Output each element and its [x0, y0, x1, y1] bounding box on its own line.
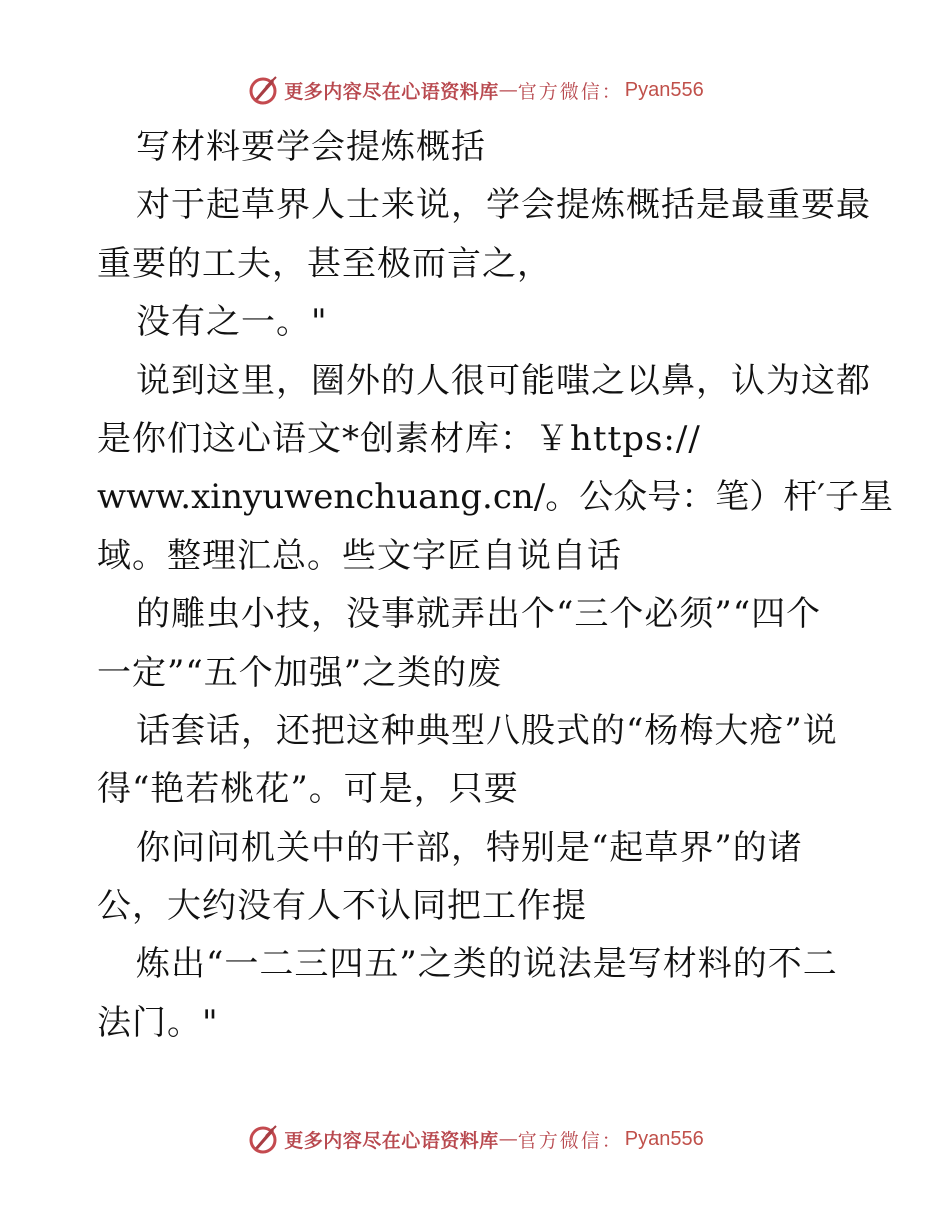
- text-line: 说到这里，圈外的人很可能嗤之以鼻，认为这都: [136, 360, 871, 401]
- text-line: 得“艳若桃花”。可是，只要: [97, 769, 519, 810]
- text-line: 对于起草界人士来说，学会提炼概括是最重要最: [136, 185, 871, 226]
- footer-wechat-label: 官方微信：: [517, 1129, 623, 1152]
- text-line: 重要的工夫，甚至极而言之，: [97, 243, 552, 284]
- quill-logo-icon: [246, 1122, 280, 1156]
- header-separator: —: [498, 79, 518, 101]
- header-wechat-id: Pyan556: [624, 78, 704, 101]
- text-line: 的雕虫小技，没事就弄出个“三个必须”“四个: [136, 594, 822, 635]
- footer-wechat-id: Pyan556: [624, 1127, 704, 1150]
- text-line: 法门。": [97, 1002, 219, 1043]
- document-body: [97, 118, 893, 1052]
- text-line: 公，大约没有人不认同把工作提: [97, 886, 587, 927]
- text-line: 域。整理汇总。些文字匠自说自话: [97, 535, 622, 576]
- text-line: 你问问机关中的干部，特别是“起草界”的诸: [136, 827, 803, 868]
- text-line: www.xinyuwenchuang.cn/。公众号：笔）杆′子星: [97, 477, 893, 518]
- quill-logo-icon: [246, 73, 280, 107]
- text-line: 一定”“五个加强”之类的废: [97, 652, 503, 693]
- footer-separator: —: [498, 1128, 518, 1150]
- footer-banner: [0, 1119, 950, 1159]
- text-line: 话套话，还把这种典型八股式的“杨梅大疮”说: [136, 710, 838, 751]
- text-line: 没有之一。": [136, 302, 328, 343]
- text-line: 炼出“一二三四五”之类的说法是写材料的不二: [136, 944, 838, 985]
- footer-site-name: 更多内容尽在心语资料库: [284, 1129, 499, 1152]
- header-banner: [0, 70, 950, 110]
- text-line: 是你们这心语文*创素材库：￥https://: [97, 418, 701, 459]
- header-site-name: 更多内容尽在心语资料库: [284, 80, 499, 103]
- document-title: 写材料要学会提炼概括: [136, 127, 486, 167]
- header-wechat-label: 官方微信：: [517, 80, 623, 103]
